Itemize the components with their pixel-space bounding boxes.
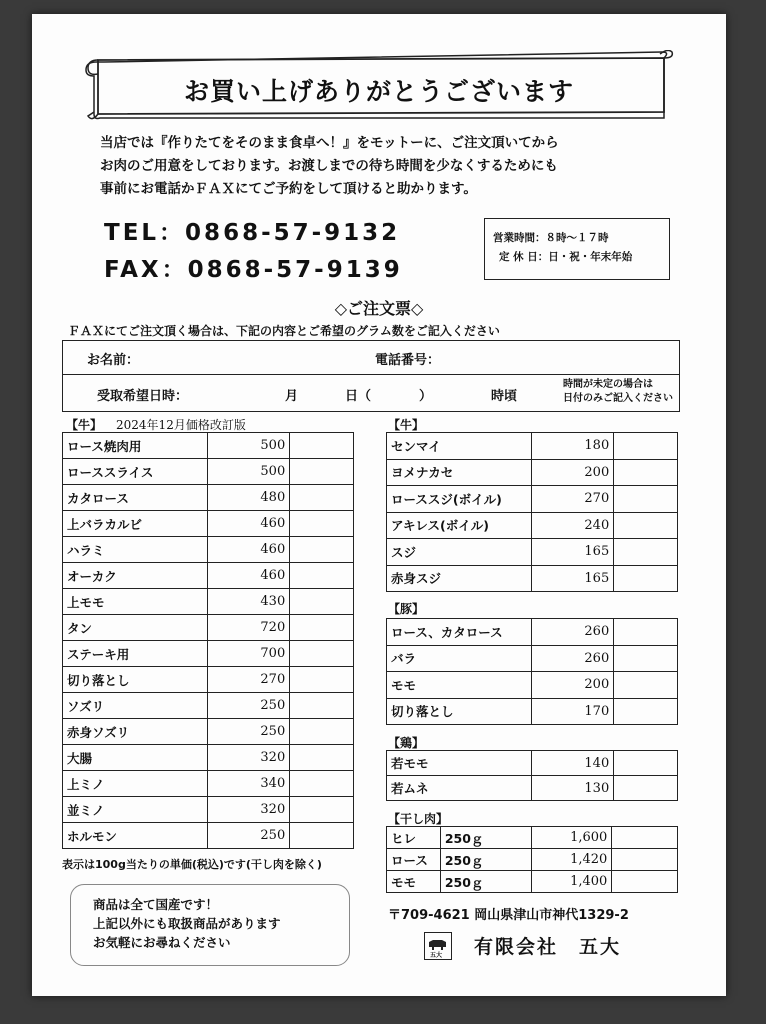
table-row: [63, 667, 354, 693]
item-name: ロース、カタロース: [387, 619, 532, 646]
item-price: 430: [208, 589, 290, 615]
quantity-cell[interactable]: [614, 698, 678, 725]
item-name: モモ: [387, 672, 532, 699]
quantity-cell[interactable]: [614, 512, 678, 539]
item-name: バラ: [387, 645, 532, 672]
quantity-cell[interactable]: [290, 797, 354, 823]
notice-box: [70, 884, 350, 966]
notice-line: 商品は全て国産です！: [93, 897, 219, 912]
item-name: オーカク: [63, 563, 208, 589]
quantity-cell[interactable]: [612, 827, 678, 849]
table-row: [63, 459, 354, 485]
item-price: 1,600: [532, 827, 612, 849]
quantity-cell[interactable]: [290, 589, 354, 615]
quantity-cell[interactable]: [290, 563, 354, 589]
name-label: お名前：: [87, 353, 140, 368]
date-label: 受取希望日時：: [97, 389, 189, 404]
item-price: 500: [208, 433, 290, 459]
banner-title: お買い上げありがとうございます: [183, 77, 574, 106]
quantity-cell[interactable]: [290, 719, 354, 745]
item-name: 若ムネ: [387, 776, 532, 801]
table-row: [387, 827, 678, 849]
quantity-cell[interactable]: [614, 433, 678, 460]
unit-note: 表示は100g当たりの単価(税込)です(干し肉を除く): [62, 858, 322, 871]
item-name: ローススライス: [63, 459, 208, 485]
table-row: [387, 776, 678, 801]
table-row: [63, 589, 354, 615]
title-banner: [84, 50, 674, 120]
item-price: 1,400: [532, 871, 612, 893]
quantity-cell[interactable]: [290, 433, 354, 459]
table-row: [63, 771, 354, 797]
item-name: ローススジ(ボイル): [387, 486, 532, 513]
item-price: 480: [208, 485, 290, 511]
day-label: 日（: [345, 389, 372, 404]
form-divider: [63, 374, 679, 375]
undecided-note-1: 時間が未定の場合は: [563, 379, 653, 390]
item-price: 180: [532, 433, 614, 460]
item-name: アキレス(ボイル): [387, 512, 532, 539]
quantity-cell[interactable]: [290, 459, 354, 485]
item-price: 130: [532, 776, 614, 801]
item-price: 165: [532, 539, 614, 566]
item-name: 赤身ソズリ: [63, 719, 208, 745]
item-name: 並ミノ: [63, 797, 208, 823]
item-name: ホルモン: [63, 823, 208, 849]
table-row: [387, 512, 678, 539]
item-price: 460: [208, 537, 290, 563]
quantity-cell[interactable]: [290, 641, 354, 667]
quantity-cell[interactable]: [614, 672, 678, 699]
table-row: [63, 511, 354, 537]
quantity-cell[interactable]: [290, 615, 354, 641]
item-price: 1,420: [532, 849, 612, 871]
pork-title: 【豚】: [388, 602, 425, 616]
order-sheet: [32, 14, 726, 996]
beef-left-header: [66, 416, 246, 433]
company-name: 有限会社 五大: [474, 936, 622, 958]
pork-table: [386, 618, 678, 725]
quantity-cell[interactable]: [290, 537, 354, 563]
dried-title: 【干し肉】: [388, 812, 449, 826]
item-weight: 250ｇ: [440, 827, 532, 849]
quantity-cell[interactable]: [614, 539, 678, 566]
item-price: 340: [208, 771, 290, 797]
table-row: [387, 645, 678, 672]
price-revision: 2024年12月価格改訂版: [116, 418, 246, 432]
table-row: [387, 849, 678, 871]
quantity-cell[interactable]: [290, 667, 354, 693]
item-name: モモ: [387, 871, 441, 893]
table-row: [387, 751, 678, 776]
item-price: 260: [532, 645, 614, 672]
form-title: ◇ご注文票◇: [334, 299, 424, 318]
item-name: ヨメナカセ: [387, 459, 532, 486]
table-row: [387, 539, 678, 566]
item-name: ロース焼肉用: [63, 433, 208, 459]
item-name: 上ミノ: [63, 771, 208, 797]
table-row: [63, 693, 354, 719]
table-row: [63, 823, 354, 849]
logo-text: 五大: [430, 952, 443, 959]
item-weight: 250ｇ: [440, 849, 532, 871]
quantity-cell[interactable]: [290, 823, 354, 849]
dried-table: [386, 826, 678, 893]
item-name: センマイ: [387, 433, 532, 460]
business-hours: 営業時間：８時〜１７時: [493, 232, 609, 244]
quantity-cell[interactable]: [290, 771, 354, 797]
quantity-cell[interactable]: [290, 693, 354, 719]
company-logo: [424, 932, 452, 960]
table-row: [63, 745, 354, 771]
table-row: [387, 871, 678, 893]
item-price: 320: [208, 745, 290, 771]
item-price: 500: [208, 459, 290, 485]
undecided-note-2: 日付のみご記入ください: [563, 393, 673, 404]
table-row: [63, 485, 354, 511]
table-row: [63, 615, 354, 641]
item-price: 700: [208, 641, 290, 667]
quantity-cell[interactable]: [614, 459, 678, 486]
item-price: 460: [208, 511, 290, 537]
notice-line: お気軽にお尋ねください: [93, 935, 231, 950]
quantity-cell[interactable]: [290, 745, 354, 771]
order-form-box: [62, 340, 680, 412]
item-price: 720: [208, 615, 290, 641]
notice-line: 上記以外にも取扱商品があります: [93, 916, 281, 931]
item-weight: 250ｇ: [440, 871, 532, 893]
item-price: 270: [208, 667, 290, 693]
intro-line: お肉のご用意をしております。お渡しまでの待ち時間を少なくするためにも: [100, 158, 558, 174]
item-name: 上バラカルビ: [63, 511, 208, 537]
beef-left-table: [62, 432, 354, 849]
closed-days: 定 休 日：日・祝・年末年始: [499, 251, 633, 263]
beef-right-title: 【牛】: [388, 418, 425, 432]
item-price: 165: [532, 565, 614, 592]
chicken-table: [386, 750, 678, 801]
item-name: ロース: [387, 849, 441, 871]
item-name: 赤身スジ: [387, 565, 532, 592]
table-row: [387, 672, 678, 699]
item-price: 240: [532, 512, 614, 539]
intro-text: [100, 132, 710, 201]
form-note: ＦＡＸにてご注文頂く場合は、下記の内容とご希望のグラム数をご記入ください: [68, 324, 500, 338]
item-price: 460: [208, 563, 290, 589]
table-row: [387, 619, 678, 646]
item-name: ハラミ: [63, 537, 208, 563]
quantity-cell[interactable]: [614, 645, 678, 672]
intro-line: 当店では『作りたてをそのまま食卓へ！』をモットーに、ご注文頂いてから: [100, 135, 559, 151]
item-price: 200: [532, 672, 614, 699]
intro-line: 事前にお電話かＦＡＸにてご予約をして頂けると助かります。: [100, 181, 477, 197]
quantity-cell[interactable]: [614, 565, 678, 592]
item-price: 170: [532, 698, 614, 725]
item-name: 上モモ: [63, 589, 208, 615]
item-price: 250: [208, 719, 290, 745]
item-price: 320: [208, 797, 290, 823]
item-name: カタロース: [63, 485, 208, 511]
address: 〒709-4621 岡山県津山市神代1329-2: [388, 908, 629, 923]
table-row: [387, 698, 678, 725]
table-row: [387, 459, 678, 486]
quantity-cell[interactable]: [612, 871, 678, 893]
fax-number: FAX：0868-57-9139: [104, 257, 403, 283]
item-name: ソズリ: [63, 693, 208, 719]
item-name: 切り落とし: [387, 698, 532, 725]
quantity-cell[interactable]: [614, 486, 678, 513]
quantity-cell[interactable]: [290, 485, 354, 511]
tel-number: TEL：0868-57-9132: [104, 220, 401, 246]
item-name: 若モモ: [387, 751, 532, 776]
item-name: ヒレ: [387, 827, 441, 849]
table-row: [387, 565, 678, 592]
item-price: 250: [208, 823, 290, 849]
month-label: 月: [285, 389, 299, 404]
table-row: [63, 719, 354, 745]
phone-label: 電話番号：: [375, 353, 441, 368]
table-row: [63, 563, 354, 589]
table-row: [63, 433, 354, 459]
table-row: [63, 537, 354, 563]
item-name: ステーキ用: [63, 641, 208, 667]
item-name: 大腸: [63, 745, 208, 771]
quantity-cell[interactable]: [614, 776, 678, 801]
item-price: 270: [532, 486, 614, 513]
quantity-cell[interactable]: [614, 619, 678, 646]
item-price: 140: [532, 751, 614, 776]
table-row: [63, 641, 354, 667]
beef-left-title: 【牛】: [66, 418, 103, 432]
quantity-cell[interactable]: [614, 751, 678, 776]
table-row: [387, 486, 678, 513]
quantity-cell[interactable]: [612, 849, 678, 871]
table-row: [387, 433, 678, 460]
item-name: 切り落とし: [63, 667, 208, 693]
quantity-cell[interactable]: [290, 511, 354, 537]
day-close-label: ）: [419, 389, 433, 404]
business-hours-box: [484, 218, 670, 280]
table-row: [63, 797, 354, 823]
chicken-title: 【鶏】: [388, 736, 425, 750]
item-price: 260: [532, 619, 614, 646]
item-name: タン: [63, 615, 208, 641]
item-name: スジ: [387, 539, 532, 566]
item-price: 250: [208, 693, 290, 719]
item-price: 200: [532, 459, 614, 486]
time-label: 時頃: [491, 389, 518, 404]
beef-right-table: [386, 432, 678, 592]
